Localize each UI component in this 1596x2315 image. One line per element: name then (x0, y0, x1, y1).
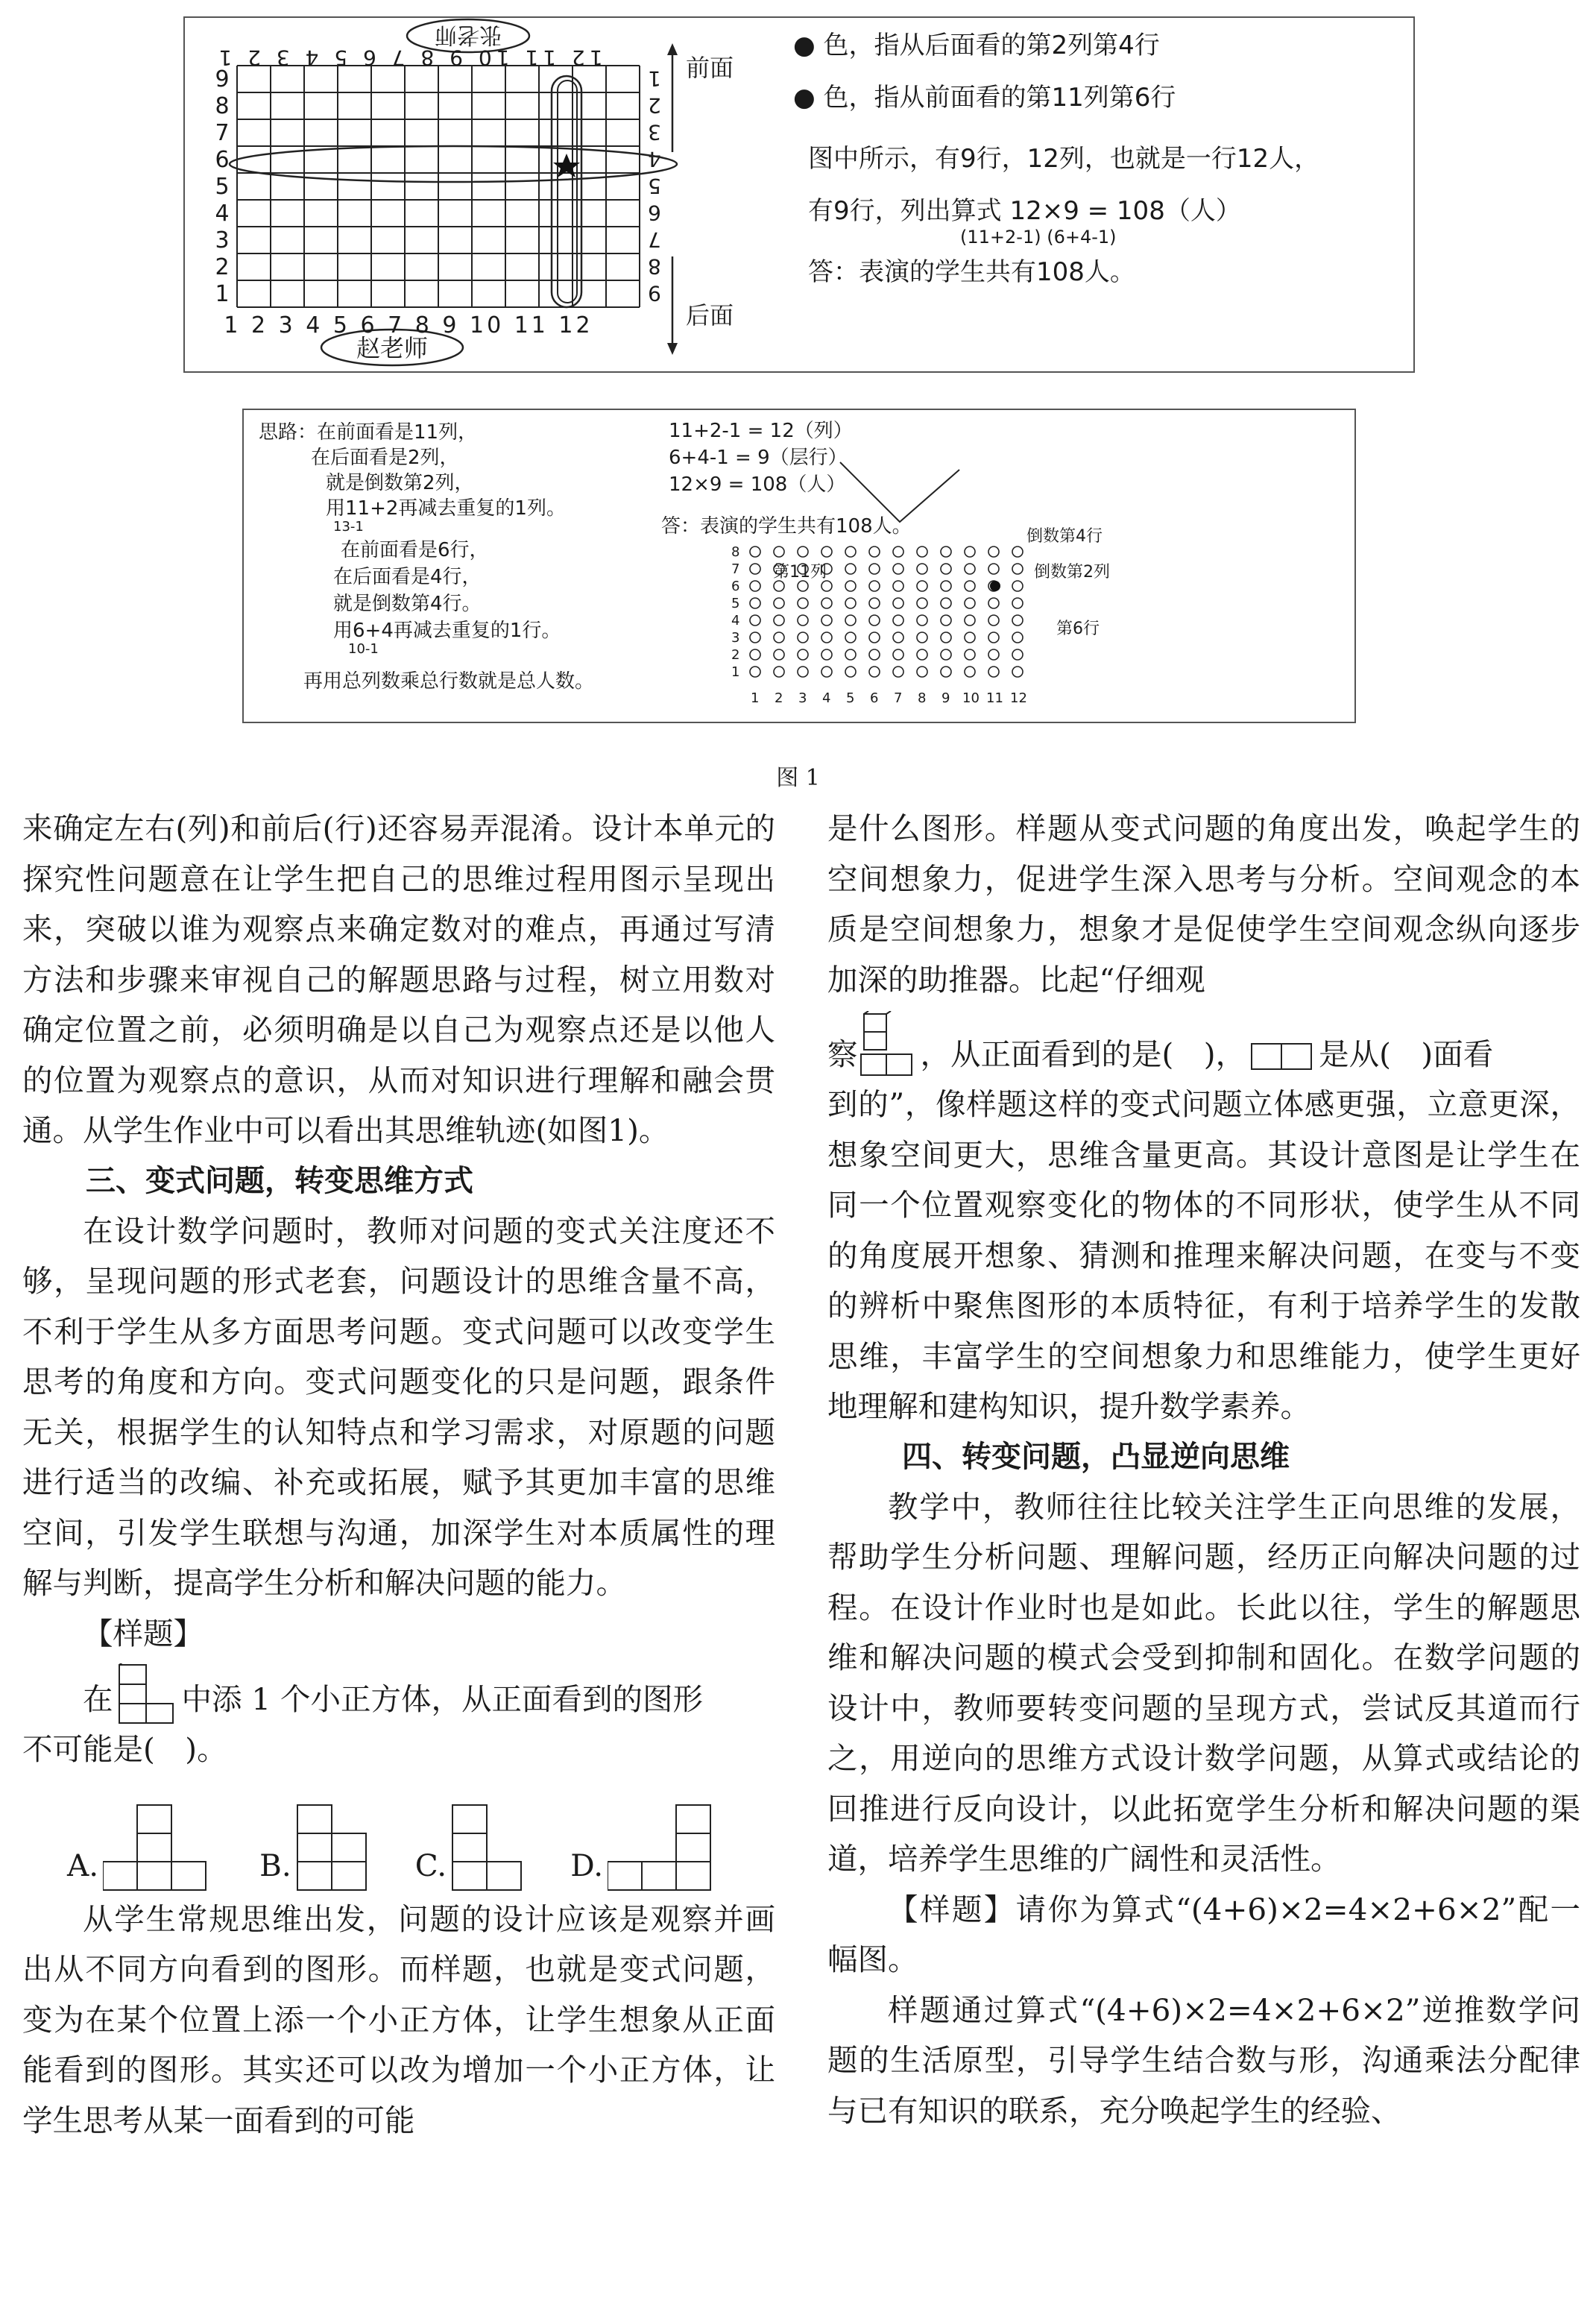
svg-text:7: 7 (648, 227, 661, 252)
seat-dot (750, 564, 760, 574)
seat-dot (893, 598, 903, 608)
seating-grid-drawing (185, 18, 1413, 371)
svg-text:5: 5 (215, 174, 230, 200)
seat-dot (869, 632, 880, 643)
seat-dot (821, 598, 832, 608)
seat-dot (798, 632, 808, 643)
seat-dot (750, 649, 760, 660)
option-a-figure (103, 1802, 215, 1892)
right-paragraph-4: 样题通过算式“(4+6)×2=4×2+6×2”逆推数学问题的生活原型，引导学生结合数与形，沟通乘法分配律与已有知识的联系，充分唤起学生的经验、 (827, 1991, 1580, 2129)
seat-dot (1012, 598, 1023, 608)
svg-text:4: 4 (215, 201, 230, 227)
svg-text:2: 2 (648, 93, 661, 118)
seat-dot (845, 615, 856, 626)
seat-dot (941, 649, 951, 660)
option-a[interactable]: A. (67, 1802, 215, 1892)
note-line-1: ● 色，指从后面看的第2列第4行 (793, 31, 1160, 60)
seat-dot (869, 547, 880, 557)
seat-dot (845, 632, 856, 643)
back-direction-label: 后面 (686, 301, 734, 330)
seat-dot (1012, 615, 1023, 626)
right-column (827, 804, 1580, 2136)
seat-dot (1012, 649, 1023, 660)
seat-dot (988, 649, 999, 660)
seat-dot (988, 615, 999, 626)
svg-text:6: 6 (215, 147, 230, 173)
svg-text:第6行: 第6行 (1056, 620, 1100, 638)
seat-dot (774, 598, 784, 608)
seat-dot (845, 581, 856, 591)
seat-dot (798, 581, 808, 591)
svg-text:10: 10 (962, 690, 980, 706)
note-line-4: 有9行，列出算式 12×9 = 108（人） (808, 196, 1241, 226)
option-b-figure (296, 1802, 370, 1892)
svg-text:第11列: 第11列 (773, 563, 827, 582)
seat-dot (917, 632, 927, 643)
seat-dot (774, 649, 784, 660)
option-d-figure (608, 1802, 719, 1892)
svg-text:就是倒数第2列，: 就是倒数第2列， (326, 472, 474, 494)
sample-question-line (22, 1659, 775, 1725)
section-heading-3: 三、变式问题，转变思维方式 (86, 1163, 473, 1198)
answer-options (22, 1780, 775, 1892)
svg-text:6: 6 (870, 690, 879, 706)
svg-text:思路：在前面看是11列，: 思路：在前面看是11列， (259, 421, 478, 444)
svg-text:在后面看是4行，: 在后面看是4行， (333, 566, 482, 588)
svg-text:4: 4 (648, 147, 661, 171)
seat-dot (988, 667, 999, 677)
svg-text:倒数第4行: 倒数第4行 (1026, 527, 1103, 546)
svg-text:13-1: 13-1 (333, 519, 364, 535)
svg-text:4: 4 (731, 613, 740, 629)
seat-dot (821, 649, 832, 660)
dot-grid-column-numbers (751, 690, 1027, 706)
seat-dot (774, 547, 784, 557)
seat-dot (893, 667, 903, 677)
seat-dot (750, 667, 760, 677)
figure-caption: 图 1 (776, 765, 820, 791)
svg-text:6+4-1 = 9（层行）: 6+4-1 = 9（层行） (669, 447, 848, 469)
svg-text:倒数第2列: 倒数第2列 (1034, 563, 1110, 582)
seat-dot (965, 564, 975, 574)
svg-text:11+2-1 = 12（列）: 11+2-1 = 12（列） (669, 420, 853, 442)
svg-text:8: 8 (215, 93, 230, 119)
svg-text:用6+4再减去重复的1行。: 用6+4再减去重复的1行。 (333, 620, 561, 642)
seat-dot (798, 598, 808, 608)
seat-dot (774, 632, 784, 643)
seat-dot (965, 632, 975, 643)
seat-dot (917, 581, 927, 591)
grid-right-row-numbers (648, 66, 661, 306)
svg-text:在前面看是6行，: 在前面看是6行， (341, 539, 489, 561)
seat-dot (965, 667, 975, 677)
svg-text:5: 5 (648, 174, 661, 198)
seat-dot (917, 564, 927, 574)
svg-text:7: 7 (731, 561, 740, 577)
seat-dot (917, 615, 927, 626)
seat-dot (1012, 581, 1023, 591)
seat-dot (893, 547, 903, 557)
student-reasoning-notes (259, 421, 594, 693)
seat-dot (798, 547, 808, 557)
dot-grid-row-numbers (731, 544, 739, 680)
seat-dot (893, 564, 903, 574)
svg-text:7: 7 (894, 690, 903, 706)
seat-dot (845, 649, 856, 660)
seat-dot (845, 667, 856, 677)
left-paragraph-1: 来确定左右(列)和前后(行)还容易弄混淆。设计本单元的探究性问题意在让学生把自己的思维过程用图示呈现出来，突破以谁为观察点来确定数对的难点，再通过写清方法和步骤来审视自己的解题思路与过程，树立用数对确定位置之前，必须明确是以自己为观察点还是以他人的位置为观察点的意识，从而对知识进行理解和融会贯通。从学生作业中可以看出其思维轨迹(如图1)。 (22, 810, 775, 1148)
right-paragraph-3: 教学中，教师往往比较关注学生正向思维的发展，帮助学生分析问题、理解问题，经历正向解决问题的过程。在设计作业时也是如此。长此以往，学生的解题思维和解决问题的模式会受到抑制和固化。在数学问题的设计中，教师要转变问题的呈现方式，尝试反其道而行之，用逆向的思维方式设计数学问题，从算式或结论的回推进行反向设计，以此拓宽学生分析和解决问题的渠道，培养学生思维的广阔性和灵活性。 (827, 1488, 1580, 1877)
svg-text:11: 11 (986, 690, 1003, 706)
option-c[interactable]: C. (415, 1802, 526, 1892)
grid-top-numbers: 12 11 10 9 8 7 6 5 4 3 2 1 (214, 45, 603, 70)
seat-dot (988, 598, 999, 608)
seat-dot (965, 547, 975, 557)
seat-dot (917, 667, 927, 677)
seat-dot (941, 667, 951, 677)
seat-dot (1012, 547, 1023, 557)
seat-dot (869, 564, 880, 574)
seat-dot (893, 615, 903, 626)
svg-text:1: 1 (648, 66, 661, 91)
seat-dot (941, 598, 951, 608)
left-column (22, 804, 775, 2146)
seat-dot (821, 581, 832, 591)
svg-text:3: 3 (798, 690, 807, 706)
figure1-bottom-panel (242, 409, 1356, 723)
left-paragraph-2: 在设计数学问题时，教师对问题的变式关注度还不够，呈现问题的形式老套，问题设计的思维含量不高，不利于学生从多方面思考问题。变式问题可以改变学生思考的角度和方向。变式问题变化的只是问题，跟条件无关，根据学生的认知特点和学习需求，对原题的问题进行适当的改编、补充或拓展，赋予其更加丰富的思维空间，引发学生联想与沟通，加深学生对本质属性的理解与判断，提高学生分析和解决问题的能力。 (22, 1212, 775, 1601)
seat-dot (941, 547, 951, 557)
option-d[interactable]: D. (570, 1802, 719, 1892)
svg-text:就是倒数第4行。: 就是倒数第4行。 (333, 593, 482, 615)
svg-text:9: 9 (648, 281, 661, 306)
svg-text:1: 1 (215, 281, 230, 307)
seat-dot (798, 667, 808, 677)
row6-highlight (230, 146, 677, 182)
svg-text:12×9 = 108（人）: 12×9 = 108（人） (669, 473, 846, 496)
right-paragraph-2: 到的”，像样题这样的变式问题立体感更强，立意更深，想象空间更大，思维含量更高。其设计意图是让学生在同一个位置观察变化的物体的不同形状，使学生从不同的角度展开想象、猜测和推理来解决问题，在变与不变的辨析中聚焦图形的本质特征，有利于培养学生的发散思维，丰富学生的空间想象力和思维能力，使学生更好地理解和建构知识，提升数学素养。 (827, 1086, 1580, 1424)
svg-text:3: 3 (731, 630, 740, 646)
svg-text:答：表演的学生共有108人。: 答：表演的学生共有108人。 (661, 515, 912, 538)
right-sample: 【样题】请你为算式“(4+6)×2=4×2+6×2”配一幅图。 (827, 1891, 1580, 1977)
seat-dot (750, 598, 760, 608)
svg-text:3: 3 (215, 227, 230, 253)
svg-text:3: 3 (648, 120, 661, 145)
option-b[interactable]: B. (259, 1802, 370, 1892)
option-c-figure (451, 1802, 526, 1892)
observe-mid: ，从正面看到的是( )， (920, 1036, 1246, 1072)
seat-dot (965, 598, 975, 608)
cube-stack-figure (118, 1663, 177, 1725)
svg-text:8: 8 (648, 254, 661, 279)
seat-dot (869, 615, 880, 626)
seat-dot (1012, 564, 1023, 574)
top-teacher-label: 张老师 (435, 22, 502, 48)
seat-dot (965, 581, 975, 591)
observe-pre: 察 (827, 1036, 858, 1072)
seat-dot (941, 632, 951, 643)
bottom-teacher-label: 赵老师 (356, 334, 429, 362)
svg-text:9: 9 (941, 690, 950, 706)
note-line-2: ● 色，指从前面看的第11列第6行 (793, 83, 1176, 113)
seat-dot (798, 615, 808, 626)
seat-dot (774, 581, 784, 591)
svg-text:在后面看是2列，: 在后面看是2列， (311, 447, 459, 469)
front-direction-label: 前面 (686, 54, 734, 82)
svg-text:6: 6 (648, 201, 661, 225)
svg-text:8: 8 (918, 690, 927, 706)
svg-text:10-1: 10-1 (348, 641, 379, 657)
svg-text:6: 6 (731, 579, 740, 594)
seat-dot (750, 632, 760, 643)
observe-question-line (827, 1005, 1580, 1080)
sample-question-pre: 在 (83, 1681, 113, 1717)
svg-text:1: 1 (731, 664, 740, 680)
seat-dot (917, 547, 927, 557)
svg-text:12: 12 (1010, 690, 1027, 706)
svg-text:2: 2 (775, 690, 783, 706)
note-line-6: 答：表演的学生共有108人。 (808, 257, 1135, 287)
svg-text:9: 9 (215, 66, 230, 92)
seat-dot (845, 598, 856, 608)
student-work-drawing (244, 410, 1354, 722)
seat-dot (821, 547, 832, 557)
target-seat-dot (990, 581, 1000, 591)
seat-dot (821, 615, 832, 626)
figure1-top-panel (183, 16, 1415, 373)
observe-cube-figure (859, 1011, 919, 1080)
seat-dot (965, 615, 975, 626)
seat-dot (893, 649, 903, 660)
seat-dot (750, 547, 760, 557)
section-heading-4: 四、转变问题，凸显逆向思维 (902, 1439, 1290, 1474)
left-paragraph-3: 从学生常规思维出发，问题的设计应该是观察并画出从不同方向看到的图形。而样题，也就是变式问题，变为在某个位置上添一个小正方体，让学生想象从正面能看到的图形。其实还可以改为增加一个小正方体，让学生思考从某一面看到的可能 (22, 1900, 775, 2138)
grid-left-row-numbers (215, 66, 229, 307)
svg-text:7: 7 (215, 120, 230, 146)
svg-text:2: 2 (215, 254, 230, 280)
seat-dot (845, 547, 856, 557)
svg-text:5: 5 (846, 690, 855, 706)
grid-bottom-numbers: 1 2 3 4 5 6 7 8 9 10 11 12 (224, 312, 593, 338)
student-calculation (661, 420, 912, 538)
note-line-5: (11+2-1) (6+4-1) (960, 227, 1117, 248)
seat-dot (988, 632, 999, 643)
seating-grid (237, 66, 640, 307)
seat-dot (774, 667, 784, 677)
seat-dot (941, 564, 951, 574)
seat-dot (869, 649, 880, 660)
seat-dot (941, 615, 951, 626)
seat-dot (917, 649, 927, 660)
arrow-down-icon (667, 343, 678, 355)
seat-dot (988, 564, 999, 574)
seat-dot (893, 632, 903, 643)
svg-text:5: 5 (731, 596, 740, 611)
seat-dot (965, 649, 975, 660)
svg-text:用11+2再减去重复的1列。: 用11+2再减去重复的1列。 (326, 497, 566, 520)
seat-dot (821, 632, 832, 643)
seat-dot (798, 649, 808, 660)
seat-dot (869, 598, 880, 608)
sample-question-post: 中添 1 个小正方体，从正面看到的图形 (181, 1681, 704, 1717)
seat-dot (893, 581, 903, 591)
observe-post: 是从( )面看 (1319, 1036, 1494, 1072)
seat-dot (750, 615, 760, 626)
svg-text:2: 2 (731, 647, 740, 663)
seat-dot (1012, 667, 1023, 677)
sample-label: 【样题】 (83, 1615, 204, 1651)
seat-dot (821, 667, 832, 677)
seat-dot (869, 667, 880, 677)
seat-dot (941, 581, 951, 591)
seat-dot (750, 581, 760, 591)
seat-dot (1012, 632, 1023, 643)
arrow-up-icon (667, 43, 678, 55)
svg-text:4: 4 (822, 690, 831, 706)
seat-dot (845, 564, 856, 574)
note-line-3: 图中所示，有9行，12列，也就是一行12人， (808, 144, 1320, 174)
right-paragraph-1: 是什么图形。样题从变式问题的角度出发，唤起学生的空间想象力，促进学生深入思考与分析。空间观念的本质是空间想象力，想象才是促使学生空间观念纵向逐步加深的助推器。比起“仔细观 (827, 810, 1580, 998)
svg-text:8: 8 (731, 544, 740, 560)
sample-question-line-2: 不可能是( )。 (22, 1731, 227, 1767)
svg-text:1: 1 (751, 690, 760, 706)
seat-dot (869, 581, 880, 591)
seat-dot (988, 547, 999, 557)
two-square-figure (1250, 1042, 1314, 1072)
seat-dot (774, 615, 784, 626)
seat-dot (917, 598, 927, 608)
svg-text:再用总列数乘总行数就是总人数。: 再用总列数乘总行数就是总人数。 (303, 670, 595, 693)
